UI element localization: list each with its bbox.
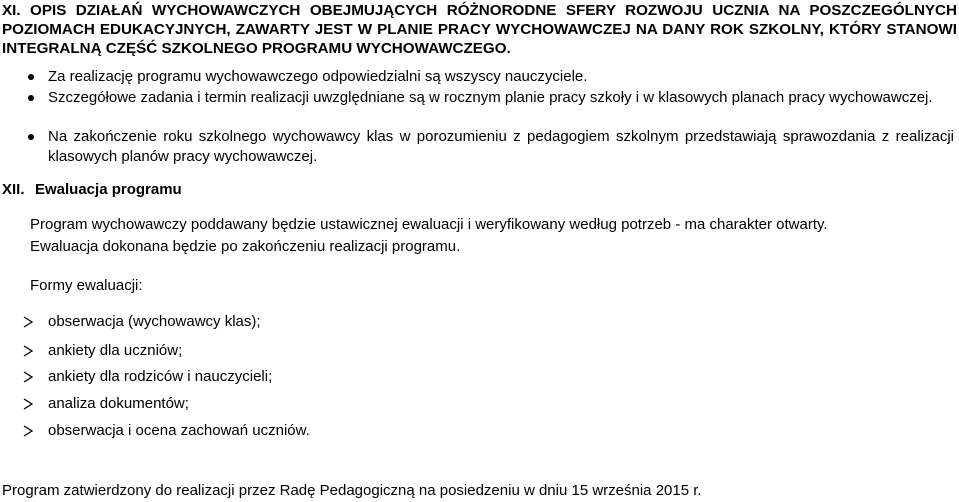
bullet-text: Na zakończenie roku szkolnego wychowawcy klas w porozumieniu z pedagogiem szkolnym przedstawiają sprawozdania z realizacji klasowych planów pracy wychowawczej.: [48, 128, 954, 165]
form-text: ankiety dla uczniów;: [48, 342, 183, 359]
evaluation-form-item: [48, 421, 310, 441]
evaluation-form-item: [48, 394, 189, 414]
bullet-text: Szczegółowe zadania i termin realizacji uwzględniane są w rocznym planie pracy szkoły i w klasowych planach pracy wychowawczej.: [48, 89, 933, 106]
forms-label: Formy ewaluacji:: [30, 277, 143, 294]
arrow-bullet-icon: [22, 425, 34, 437]
arrow-bullet-icon: [22, 371, 34, 383]
arrow-bullet-icon: [22, 398, 34, 410]
bullet-dot-icon: [28, 95, 34, 101]
bullet-item: [48, 127, 954, 166]
form-text: ankiety dla rodziców i nauczycieli;: [48, 368, 273, 385]
section-number: XII.: [2, 181, 25, 198]
section-xii-heading: [2, 180, 182, 199]
form-text: obserwacja i ocena zachowań uczniów.: [48, 422, 310, 439]
evaluation-form-item: [48, 312, 261, 332]
arrow-bullet-icon: [22, 345, 34, 357]
form-text: analiza dokumentów;: [48, 395, 189, 412]
bullet-dot-icon: [28, 134, 34, 140]
bullet-dot-icon: [28, 74, 34, 80]
approval-footer: Program zatwierdzony do realizacji przez Radę Pedagogiczną na posiedzeniu w dniu 15 września 2015 r.: [2, 482, 702, 499]
bullet-text: Za realizację programu wychowawczego odpowiedzialni są wszyscy nauczyciele.: [48, 68, 588, 85]
form-text: obserwacja (wychowawcy klas);: [48, 313, 261, 330]
bullet-item: [48, 88, 954, 108]
evaluation-form-item: [48, 367, 272, 387]
evaluation-paragraph: Program wychowawczy poddawany będzie ustawicznej ewaluacji i weryfikowany według potrzeb - ma charakter otwarty.: [30, 216, 828, 233]
evaluation-paragraph: Ewaluacja dokonana będzie po zakończeniu realizacji programu.: [30, 238, 461, 255]
evaluation-form-item: [48, 341, 182, 361]
arrow-bullet-icon: [22, 316, 34, 328]
section-xi-heading: XI. OPIS DZIAŁAŃ WYCHOWAWCZYCH OBEJMUJĄCYCH RÓŻNORODNE SFERY ROZWOJU UCZNIA NA POSZCZEGÓLNYCH POZIOMACH EDUKACYJNYCH, ZAWARTY JEST W PLANIE PRACY WYCHOWAWCZEJ NA DANY ROK SZKOLNY, KTÓRY STANOWI INTEGRALNĄ CZĘŚĆ SZKOLNEGO PROGRAMU WYCHOWAWCZEGO.: [2, 2, 957, 57]
bullet-item: [48, 67, 954, 87]
section-title: Ewaluacja programu: [35, 181, 182, 198]
